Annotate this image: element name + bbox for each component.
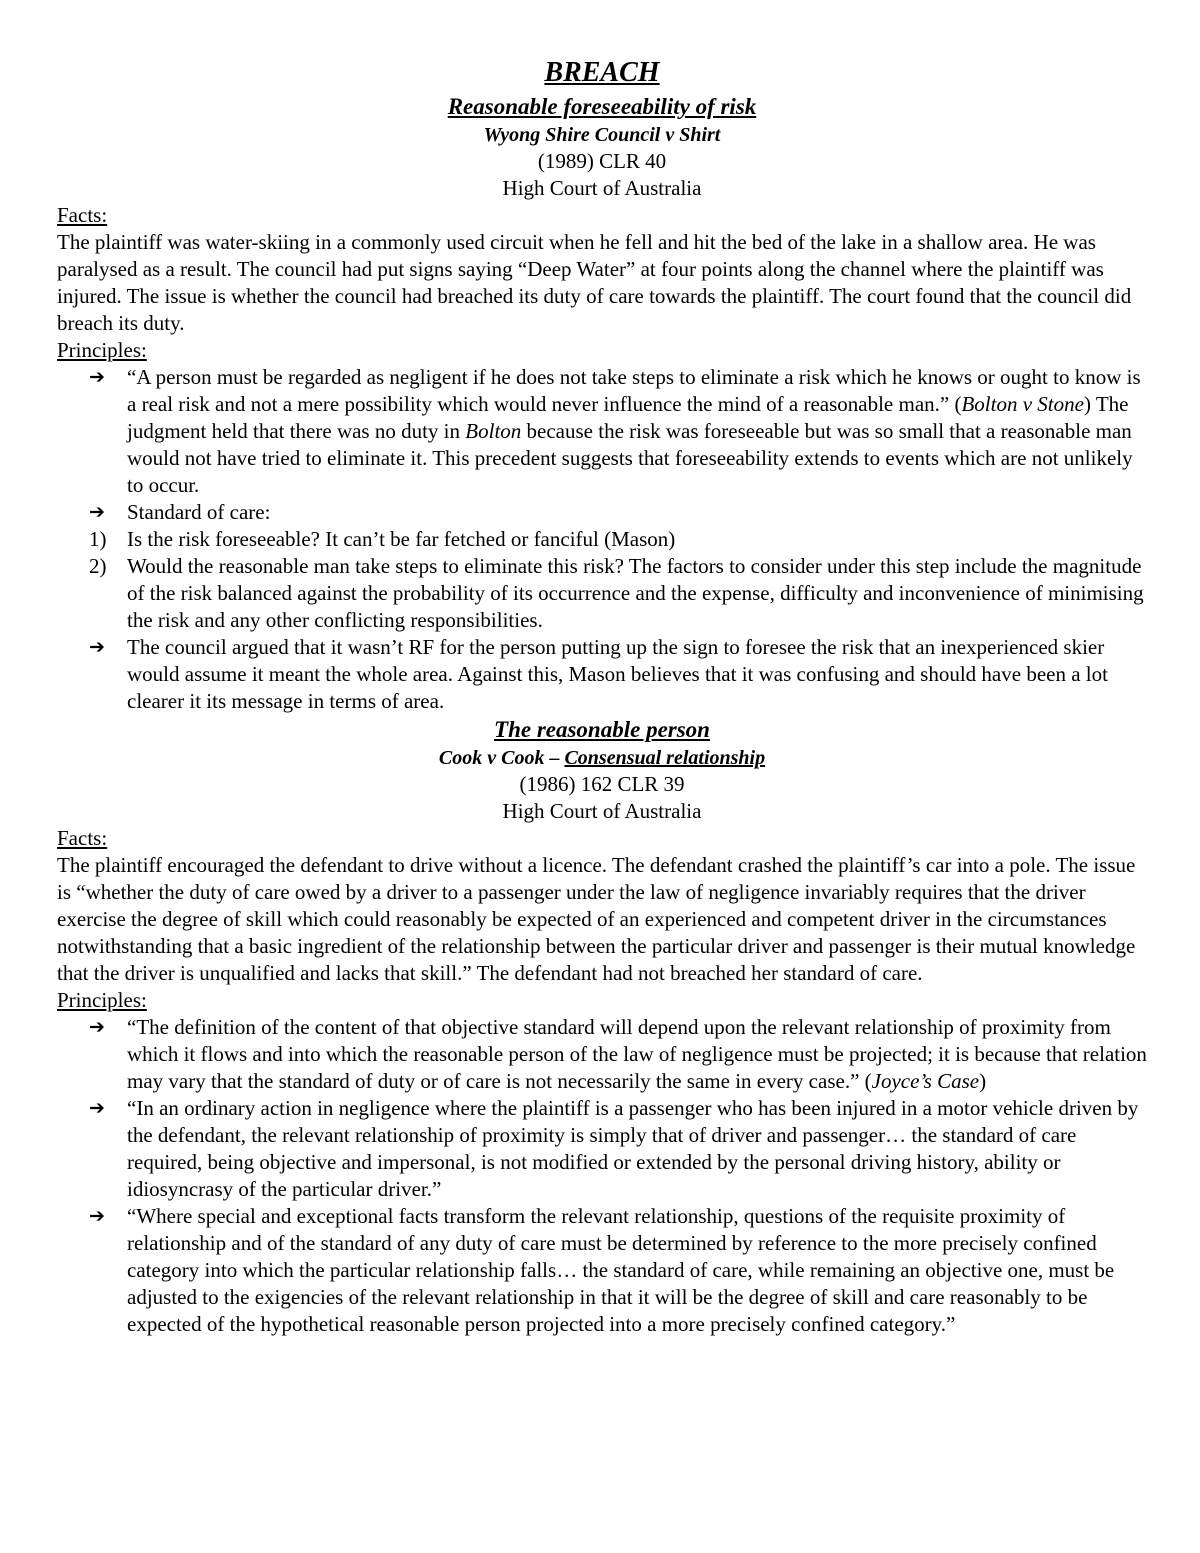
principle-text: Standard of care:: [127, 500, 271, 524]
principles-list: [57, 364, 1147, 715]
principle-item: [57, 1095, 1147, 1203]
principle-text: “The definition of the content of that objective standard will depend upon the relevant relationship of proximity from which it flows and into which the reasonable person of the law of negligence must be projected; it is because that relation may vary that the standard of duty or of care is not necessarily the same in every case.” (: [127, 1015, 1147, 1093]
document-page: [57, 54, 1147, 1338]
principles-label: Principles:: [57, 988, 147, 1012]
section-reasonable-person: [57, 715, 1147, 1338]
case-name: Wyong Shire Council v Shirt: [483, 124, 721, 146]
numbered-item: [57, 526, 1147, 553]
principle-text: because the risk was foreseeable but was so small that a reasonable man would not have tried to eliminate it. This precedent suggests that foreseeability extends to events which are not unlikely to occur.: [127, 419, 1133, 497]
item-number: 2): [89, 554, 107, 578]
right-arrow-icon: ➔: [89, 501, 105, 523]
case-court: High Court of Australia: [502, 799, 702, 823]
right-arrow-icon: ➔: [89, 1097, 105, 1119]
principle-text: ): [979, 1069, 987, 1093]
principles-label: Principles:: [57, 338, 147, 362]
right-arrow-icon: ➔: [89, 366, 105, 388]
principle-text: “Where special and exceptional facts transform the relevant relationship, questions of the requisite proximity of relationship and of the standard of any duty of care must be determined by reference to the more precisely confined category into which the particular relationship falls… the standard of care, while remaining an objective one, must be adjusted to the exigencies of the relevant relationship in that it will be the degree of skill and care reasonably to be expected of the hypothetical reasonable person projected into a more precisely confined category.”: [127, 1204, 1115, 1336]
principle-item: [57, 634, 1147, 715]
case-reference: Joyce’s Case: [871, 1069, 980, 1093]
item-number: 1): [89, 527, 107, 551]
case-name-part: Cook v Cook –: [438, 747, 565, 769]
right-arrow-icon: ➔: [89, 1205, 105, 1227]
case-name: [57, 745, 1147, 771]
numbered-item: [57, 553, 1147, 634]
case-reference: Bolton: [465, 419, 522, 443]
principle-text: “A person must be regarded as negligent if he does not take steps to eliminate a risk which he knows or ought to know is a real risk and not a mere possibility which would never influence the mind of a reasonable man.” (: [127, 365, 1141, 416]
right-arrow-icon: ➔: [89, 636, 105, 658]
principle-item: [57, 364, 1147, 499]
facts-label: Facts:: [57, 826, 108, 850]
numbered-text: Would the reasonable man take steps to eliminate this risk? The factors to consider under this step include the magnitude of the risk balanced against the probability of its occurrence and the expense, difficulty and inconvenience of minimising the risk and any other conflicting responsibilities.: [127, 554, 1144, 632]
case-court: High Court of Australia: [502, 176, 702, 200]
document-title: BREACH: [544, 57, 660, 88]
principle-text: ) The judgment held that there was no duty in: [127, 392, 1129, 443]
principle-item: [57, 499, 1147, 634]
case-citation: (1986) 162 CLR 39: [519, 772, 685, 796]
principle-item: [57, 1203, 1147, 1338]
right-arrow-icon: ➔: [89, 1016, 105, 1038]
principle-text: “In an ordinary action in negligence where the plaintiff is a passenger who has been injured in a motor vehicle driven by the defendant, the relevant relationship of proximity is simply that of driver and passenger… the standard of care required, being objective and impersonal, is not modified or extended by the personal driving history, ability or idiosyncrasy of the particular driver.”: [127, 1096, 1139, 1201]
section-heading: The reasonable person: [494, 717, 710, 742]
facts-label: Facts:: [57, 203, 108, 227]
section-foreseeability: [57, 92, 1147, 715]
case-reference: Bolton v Stone: [961, 392, 1084, 416]
principles-list: [57, 1014, 1147, 1338]
numbered-list: [57, 526, 1147, 634]
facts-paragraph: The plaintiff encouraged the defendant to drive without a licence. The defendant crashed the plaintiff’s car into a pole. The issue is “whether the duty of care owed by a driver to a passenger under the law of negligence invariably requires that the driver exercise the degree of skill which could reasonably be expected of an experienced and competent driver in the circumstances notwithstanding that a basic ingredient of the relationship between the particular driver and passenger is their mutual knowledge that the driver is unqualified and lacks that skill.” The defendant had not breached her standard of care.: [57, 853, 1136, 985]
numbered-text: Is the risk foreseeable? It can’t be far fetched or fanciful (Mason): [127, 527, 676, 551]
principle-item: [57, 1014, 1147, 1095]
section-heading: Reasonable foreseeability of risk: [447, 94, 757, 119]
case-citation: (1989) CLR 40: [537, 149, 667, 173]
principle-text: The council argued that it wasn’t RF for the person putting up the sign to foresee the risk that an inexperienced skier would assume it meant the whole area. Against this, Mason believes that it was confusing and should have been a lot clearer it its message in terms of area.: [127, 635, 1108, 713]
facts-paragraph: The plaintiff was water-skiing in a commonly used circuit when he fell and hit the bed of the lake in a shallow area. He was paralysed as a result. The council had put signs saying “Deep Water” at four points along the channel where the plaintiff was injured. The issue is whether the council had breached its duty of care towards the plaintiff. The court found that the council did breach its duty.: [57, 230, 1132, 335]
case-name-subtitle: Consensual relationship: [564, 747, 766, 769]
